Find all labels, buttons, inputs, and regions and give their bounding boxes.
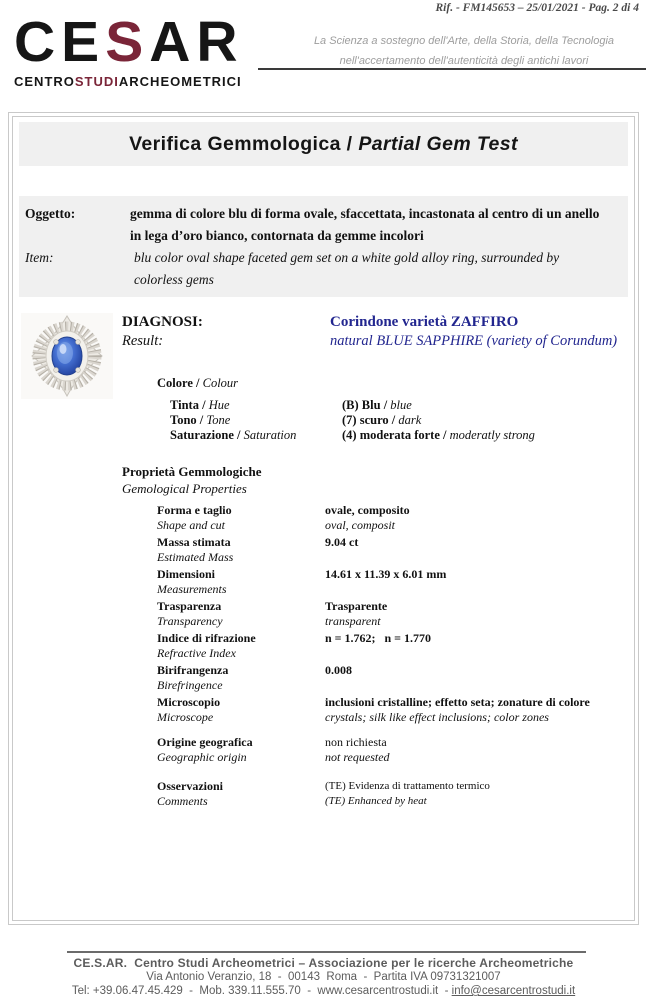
color-header-it: Colore [157,376,193,390]
saturation-value-it: (4) moderata forte [342,428,440,442]
certificate-frame [8,112,639,925]
ring-photo [21,313,113,399]
prop-row-shape: Forma e taglio Shape and cut ovale, composito oval, composit [157,503,410,532]
properties-header-it: Proprietà Gemmologiche [122,464,262,479]
hue-value-en: blue [390,398,412,412]
object-text-it: gemma di colore blu di forma ovale, sfaccettata, incastonata al centro di un anello in lega d’oro bianco, contornata da gemme incolori [130,206,600,243]
properties-header-en: Gemological Properties [122,481,247,496]
properties-header [122,463,628,497]
logo-sub-studi: STUDI [74,74,119,89]
object-label-en: Item: [25,250,54,265]
prop-row-geographic-origin: Origine geografica Geographic origin non richiesta not requested [157,735,390,764]
tone-value-en: dark [398,413,422,427]
saturation-label-it: Saturazione [170,428,234,442]
footer-contacts [0,985,647,997]
object-text-en: blu color oval shape faceted gem set on a white gold alloy ring, surrounded by colorless gems [134,250,560,287]
separator: / [196,413,207,427]
logo-ce: CE [14,10,106,74]
diagnosis-label-it: DIAGNOSI: [122,314,203,330]
footer-divider [67,951,586,953]
separator: / [198,398,209,412]
color-row-saturation [170,428,628,443]
prop-row-transparency: Trasparenza Transparency Trasparente transparent [157,599,388,628]
document-title [19,122,628,166]
logo-sub-centro: CENTRO [14,74,75,89]
hue-label-en: Hue [208,398,230,412]
header-tagline [283,31,645,71]
footer-organization: CE.S.AR. Centro Studi Archeometrici – Associazione per le ricerche Archeometriche [73,956,574,970]
certificate-frame-inner [12,116,635,921]
reference-line: Rif. - FM145653 – 25/01/2021 - Pag. 2 di 4 [435,2,639,14]
saturation-value-en: moderatly strong [449,428,535,442]
title-english: Partial Gem Test [358,132,518,155]
tone-value-it: (7) scuro [342,413,389,427]
separator: / [192,376,203,390]
analysis-content [19,313,628,809]
prop-row-refractive-index: Indice di rifrazione Refractive Index n = 1.762; n = 1.770 [157,631,432,660]
tone-label-en: Tone [206,413,231,427]
hue-label-it: Tinta [170,398,199,412]
color-header-en: Colour [202,376,239,390]
separator: / [439,428,450,442]
footer-address: Via Antonio Veranzio, 18 - 00143 Roma - Partita IVA 09731321007 [146,971,501,983]
prop-row-comments: Osservazioni Comments (TE) Evidenza di trattamento termico (TE) Enhanced by heat [157,779,490,808]
color-row-hue [170,398,628,413]
logo-wordmark [14,10,244,74]
logo-sub-archeo: ARCHEOMETRICI [118,74,242,89]
prop-row-microscope: Microscopio Microscope inclusioni cristalline; effetto seta; zonature di colore crystals; silk like effect inclusions; color zones [157,695,590,724]
color-section [157,376,628,443]
separator: / [380,398,391,412]
saturation-label-en: Saturation [243,428,297,442]
logo-subtitle [14,74,244,89]
diagnosis-row [122,313,628,350]
header-divider [258,68,646,70]
diagnosis-value-it: Corindone varietà ZAFFIRO [330,314,519,330]
object-label-it: Oggetto: [25,206,76,221]
tagline-line-1: La Scienza a sostegno dell'Arte, della Storia, della Tecnologia [313,35,615,47]
title-italian: Verifica Gemmologica / [129,132,359,155]
diagnosis-value-en: natural BLUE SAPPHIRE (variety of Corundum) [330,333,618,349]
color-row-tone [170,413,628,428]
color-section-header [157,376,628,391]
separator: / [388,413,399,427]
prop-row-dimensions: Dimensioni Measurements 14.61 x 11.39 x 6.01 mm [157,567,447,596]
tone-label-it: Tono [170,413,197,427]
diagnosis-value [330,313,617,350]
object-section [19,196,628,297]
email-link[interactable]: info@cesarcentrostudi.it [451,985,576,997]
diagnosis-label-en: Result: [122,333,164,349]
diagnosis-label [122,313,330,350]
hue-value-it: (B) Blu [342,398,381,412]
cesar-logo [14,10,244,89]
separator: / [233,428,244,442]
prop-row-birefringence: Birifrangenza Birefringence 0.008 [157,663,352,692]
logo-ar: AR [149,10,244,74]
logo-s: S [105,10,150,74]
properties-section [122,463,628,809]
color-rows [170,398,628,443]
tagline-line-2: nell'accertamento dell'autenticità degli antichi lavori [339,55,589,67]
prop-row-mass: Massa stimata Estimated Mass 9.04 ct [157,535,359,564]
footer-contacts-text: Tel: +39.06.47.45.429 - Mob. 339.11.555.70 - www.cesarcentrostudi.it - [71,985,452,997]
